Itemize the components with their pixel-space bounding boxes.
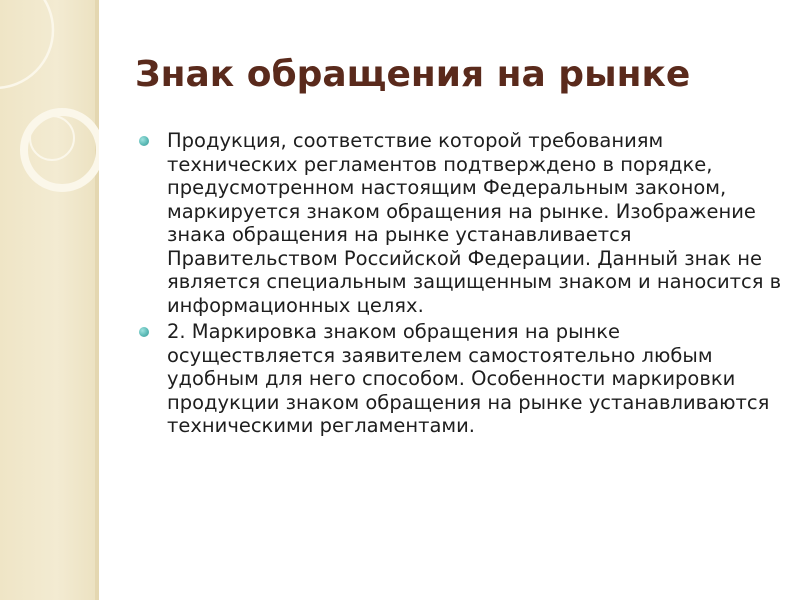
- bullet-text: Продукция, соответствие которой требованиям технических регламентов подтверждено в порядке, предусмотренном настоящим Федеральным законом, маркируется знаком обращения на рынке. Изображение знака обращения на рынке устанавливается Правительством Российской Федерации. Данный знак не является специальным защищенным знаком и наносится в информационных целях.: [167, 129, 782, 317]
- bullet-dot-icon: [139, 136, 149, 146]
- bullet-item: [135, 129, 785, 317]
- bullet-dot-icon: [139, 327, 149, 337]
- decor-circle-large: [0, 0, 53, 88]
- decorative-circles: [0, 0, 99, 600]
- decor-circle-small: [30, 116, 74, 160]
- bullet-text: 2. Маркировка знаком обращения на рынке осуществляется заявителем самостоятельно любым удобным для него способом. Особенности маркировки продукции знаком обращения на рынке устанавливаются техническими регламентами.: [167, 320, 770, 437]
- bullet-list: [135, 129, 785, 441]
- slide-title: Знак обращения на рынке: [135, 54, 691, 95]
- bullet-item: [135, 320, 785, 438]
